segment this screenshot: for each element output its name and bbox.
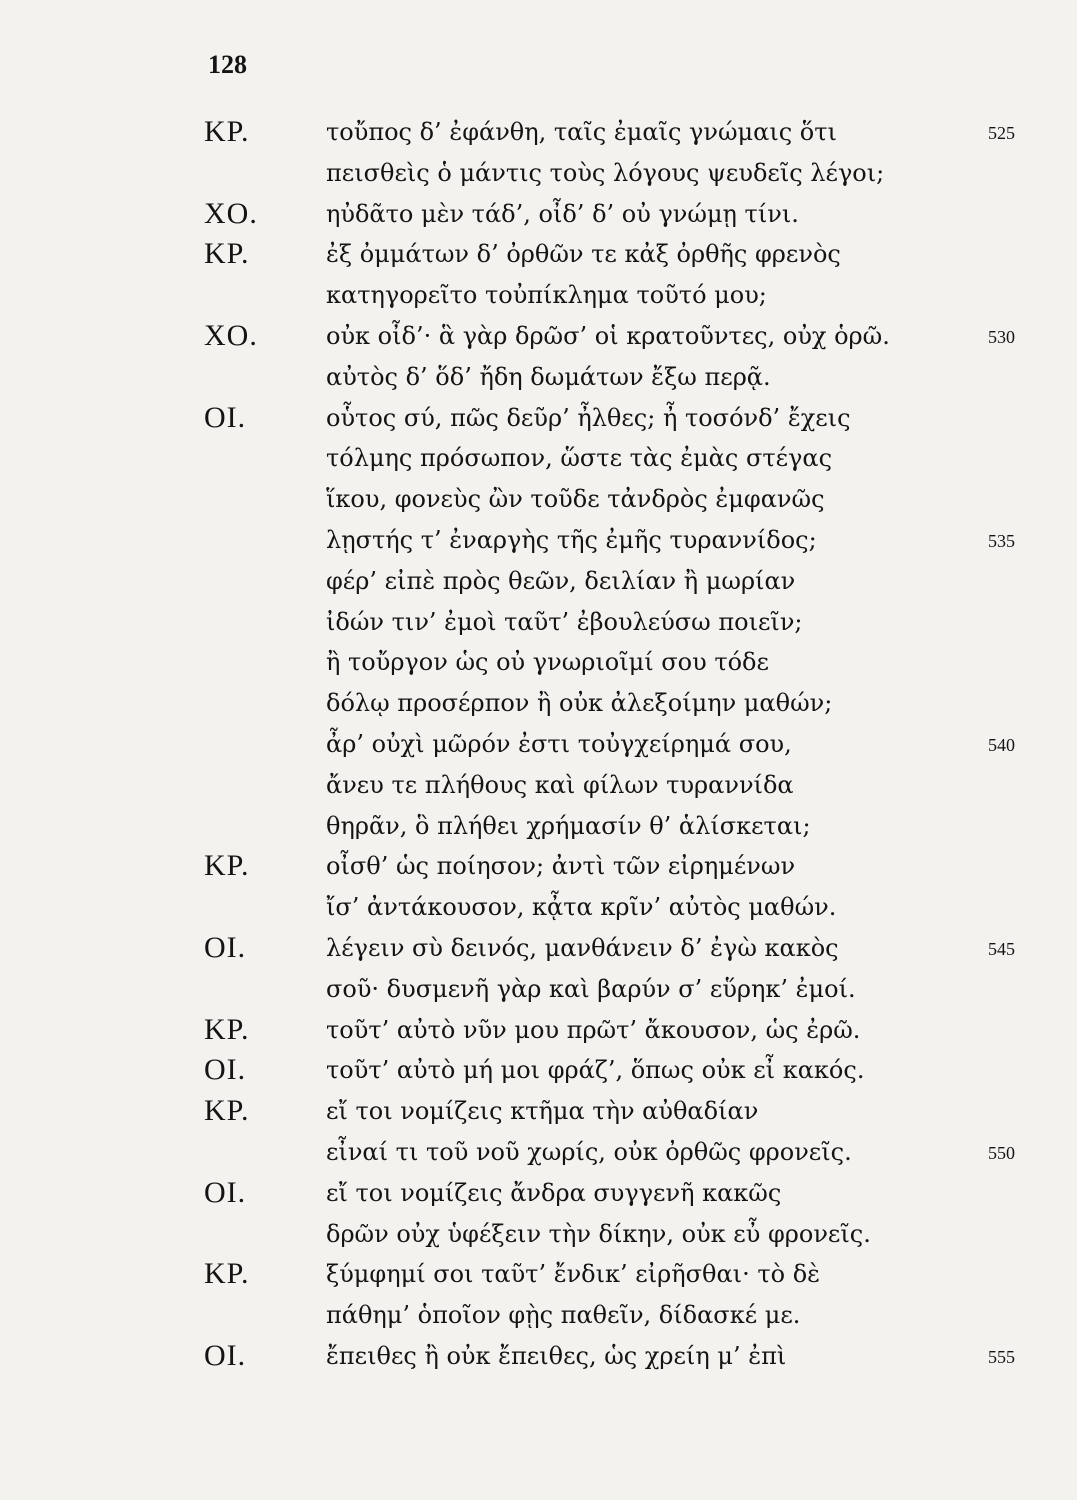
verse-line	[0, 1132, 1077, 1173]
verse-line	[0, 887, 1077, 928]
line-number: 540	[988, 734, 1015, 755]
verse-text: εἴ τοι νομίζεις ἄνδρα συγγενῆ κακῶς	[326, 1178, 782, 1207]
verse-text: ἔπειθες ἢ οὐκ ἔπειθες, ὡς χρείη μ’ ἐπὶ	[326, 1341, 787, 1370]
speaker-label: ΚΡ.	[204, 1257, 250, 1291]
verse-text: σοῦ· δυσμενῆ γὰρ καὶ βαρύν σ’ εὕρηκ’ ἐμοί.	[326, 974, 856, 1003]
verse-line	[0, 806, 1077, 847]
verse-line	[0, 275, 1077, 316]
speaker-label: ΟΙ.	[204, 1338, 247, 1372]
verse-text: πάθημ’ ὁποῖον φῂς παθεῖν, δίδασκέ με.	[326, 1301, 801, 1330]
verse-line	[0, 683, 1077, 724]
verse-line	[0, 1091, 1077, 1132]
speaker-label: ΟΙ.	[204, 930, 247, 964]
verse-line	[0, 520, 1077, 561]
verse-text: οὗτος σύ, πῶς δεῦρ’ ἦλθες; ἦ τοσόνδ’ ἔχεις	[326, 403, 851, 432]
verse-text: οὐκ οἶδ’· ἃ γὰρ δρῶσ’ οἱ κρατοῦντες, οὐχ ὁρῶ.	[326, 321, 890, 350]
verse-line	[0, 1254, 1077, 1295]
verse-block	[0, 112, 1077, 1377]
verse-text: δρῶν οὐχ ὑφέξειν τὴν δίκην, οὐκ εὖ φρονεῖς.	[326, 1219, 871, 1248]
verse-text: λέγειν σὺ δεινός, μανθάνειν δ’ ἐγὼ κακὸς	[326, 933, 839, 962]
verse-line	[0, 1214, 1077, 1255]
verse-text: τόλμης πρόσωπον, ὥστε τὰς ἐμὰς στέγας	[326, 444, 833, 473]
verse-text: εἶναί τι τοῦ νοῦ χωρίς, οὐκ ὀρθῶς φρονεῖς.	[326, 1137, 852, 1166]
line-number: 545	[988, 938, 1015, 959]
speaker-label: ΚΡ.	[204, 115, 250, 148]
verse-text: ἴσ’ ἀντάκουσον, κᾆτα κρῖν’ αὐτὸς μαθών.	[326, 893, 837, 922]
verse-line	[0, 1295, 1077, 1336]
speaker-label: ΟΙ.	[204, 400, 247, 434]
speaker-label: ΟΙ.	[204, 1053, 247, 1087]
line-number: 525	[988, 123, 1015, 143]
verse-line	[0, 234, 1077, 275]
verse-line	[0, 194, 1077, 235]
speaker-label: ΧΟ.	[204, 318, 258, 352]
verse-line	[0, 724, 1077, 765]
verse-line	[0, 1010, 1077, 1051]
verse-text: τοὔπος δ’ ἐφάνθη, ταῖς ἐμαῖς γνώμαις ὅτι	[326, 118, 837, 146]
speaker-label: ΚΡ.	[204, 237, 250, 271]
verse-text: δόλῳ προσέρπον ἢ οὐκ ἀλεξοίμην μαθών;	[326, 689, 833, 718]
verse-line	[0, 602, 1077, 643]
verse-line	[0, 969, 1077, 1010]
verse-text: ἄνευ τε πλήθους καὶ φίλων τυραννίδα	[326, 770, 794, 799]
verse-line	[0, 438, 1077, 479]
verse-line	[0, 316, 1077, 357]
verse-text: φέρ’ εἰπὲ πρὸς θεῶν, δειλίαν ἢ μωρίαν	[326, 566, 796, 595]
verse-line	[0, 765, 1077, 806]
verse-text: ἆρ’ οὐχὶ μῶρόν ἐστι τοὐγχείρημά σου,	[326, 729, 792, 758]
verse-text: ἢ τοὔργον ὡς οὐ γνωριοῖμί σου τόδε	[326, 648, 769, 677]
verse-text: λῃστής τ’ ἐναργὴς τῆς ἐμῆς τυραννίδος;	[326, 525, 817, 554]
verse-text: ἰδών τιν’ ἐμοὶ ταῦτ’ ἐβουλεύσω ποιεῖν;	[326, 607, 803, 636]
verse-text: ξύμφημί σοι ταῦτ’ ἔνδικ’ εἰρῆσθαι· τὸ δὲ	[326, 1260, 821, 1289]
verse-text: αὐτὸς δ’ ὅδ’ ἤδη δωμάτων ἔξω περᾷ.	[326, 362, 771, 391]
verse-line	[0, 928, 1077, 969]
verse-line	[0, 1173, 1077, 1214]
speaker-label: ΟΙ.	[204, 1175, 247, 1209]
verse-line	[0, 112, 1077, 153]
verse-line	[0, 398, 1077, 439]
speaker-label: ΚΡ.	[204, 849, 250, 883]
line-number: 535	[988, 530, 1015, 551]
verse-text: ἵκου, φονεὺς ὢν τοῦδε τἀνδρὸς ἐμφανῶς	[326, 485, 825, 514]
verse-text: ηὐδᾶτο μὲν τάδ’, οἶδ’ δ’ οὐ γνώμῃ τίνι.	[326, 199, 799, 228]
verse-text: κατηγορεῖτο τοὐπίκλημα τοῦτό μου;	[326, 281, 767, 310]
verse-line	[0, 153, 1077, 194]
line-number: 555	[988, 1346, 1015, 1367]
verse-line	[0, 561, 1077, 602]
speaker-label: ΧΟ.	[204, 196, 258, 230]
line-number: 530	[988, 326, 1015, 347]
verse-line	[0, 846, 1077, 887]
verse-line	[0, 357, 1077, 398]
speaker-label: ΚΡ.	[204, 1012, 250, 1046]
line-number: 550	[988, 1142, 1015, 1163]
page-number: 128	[208, 50, 247, 79]
verse-line	[0, 1336, 1077, 1377]
verse-text: οἶσθ’ ὡς ποίησον; ἀντὶ τῶν εἰρημένων	[326, 852, 796, 881]
verse-text: θηρᾶν, ὃ πλήθει χρήμασίν θ’ ἁλίσκεται;	[326, 811, 811, 840]
verse-line	[0, 642, 1077, 683]
verse-text: ἐξ ὀμμάτων δ’ ὀρθῶν τε κἀξ ὀρθῆς φρενὸς	[326, 240, 841, 269]
verse-text: εἴ τοι νομίζεις κτῆμα τὴν αὐθαδίαν	[326, 1097, 759, 1126]
verse-text: τοῦτ’ αὐτὸ μή μοι φράζ’, ὅπως οὐκ εἶ κακός.	[326, 1056, 865, 1085]
verse-text: τοῦτ’ αὐτὸ νῦν μου πρῶτ’ ἄκουσον, ὡς ἐρῶ.	[326, 1015, 861, 1044]
verse-text: πεισθεὶς ὁ μάντις τοὺς λόγους ψευδεῖς λέγοι;	[326, 158, 885, 187]
verse-line	[0, 479, 1077, 520]
speaker-label: ΚΡ.	[204, 1094, 250, 1128]
verse-line	[0, 1050, 1077, 1091]
